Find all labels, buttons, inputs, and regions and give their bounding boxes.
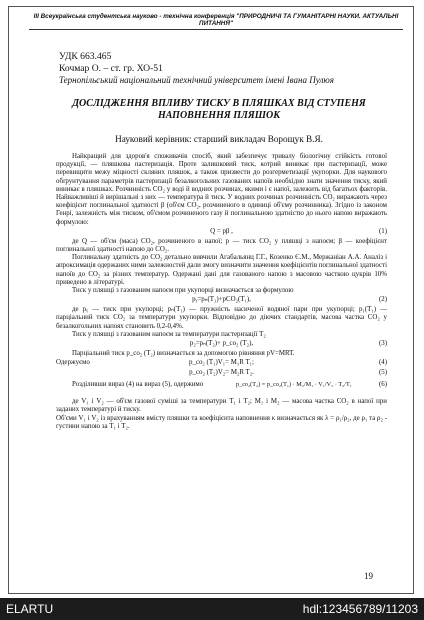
paragraph-7: Парціальний тиск p_co₂ (T₂) визначається за допомогою рівняння pV=MRT. [72,350,295,358]
equation-2-text: pᵧ=pₙ(T₁)+pCO₂(T₁), [192,296,251,304]
paragraph-6: Тиск у пляшці з газованим напоєм за температури пастеризації T₂ [72,330,266,338]
equation-2-number: (2) [378,296,387,304]
equation-1-text: Q = pβ , [210,227,233,235]
paragraph-1: Найкращий для здоров'я споживачів спосіб, який забезпечує тривалу біологічну стійкість готової продукції, — пляшкова пастеризація. Проте залишковий тиск, котрий виникає при пастеризації, може перевищити межу міцності скляних пляшок, а також призвести до розгерметизації укупорки. Для наукового обґрунтування параметрів пастеризації безалкогольних газованих напоїв необхідно знати значення тиску, який виникає в пляшках. Розчинність CO₂ у воді й водних розчинах, якими і є напої, залежить від багатьох факторів. Найважливіші й вирішальні з них — температура й тиск. У водних розчинах розчинність CO₂ виражають через коефіцієнт поглинальної здатності β (об'єм CO₂, розчиненого в одиниці об'єму розчинника). Згідно із законом Генрі, залежність між тиском, об'ємом розчиненого газу й поглинальною здатністю до нього напою виражають формулою: [56,153,387,226]
equation-6-number: (6) [378,381,387,389]
dividing-label: Розділивши вираз (4) на вираз (5), одержимо [72,381,204,389]
equation-5-number: (5) [378,369,387,377]
handle-link[interactable]: hdl:123456789/11203 [302,602,418,616]
equation-4-number: (4) [378,359,387,367]
equation-3 [56,340,387,349]
affiliation-line: Тернопільський національний технічний університет імені Івана Пулюя [59,75,334,85]
page-number: 19 [364,571,373,581]
paper-page [8,6,414,594]
paragraph-3: Поглинальну здатність до CO₂ детально вивчили Агабальянц Г.Г., Козенко Є.М., Мержанiан А.А. Аналіз і апроксимація одержаних ними залежностей дали змогу визначити значення коефіцієнтів поглинальної здатності напоїв до CO₂ за різних температур. Одержані дані для газованого напою з масовою часткою цукрів 10% приведено в літературі. [56,254,388,286]
equation-3-number: (3) [378,340,387,348]
equation-4-text: p_co₂ (T₁)V₁= M₁R T₁; [189,359,254,367]
equation-1 [56,228,387,237]
equation-5-text: p_co₂ (T₂)V₂= M₂R T₂. [189,369,254,377]
udk-code: УДК 663.465 [59,51,112,62]
repository-name: ELARTU [6,602,54,616]
supervisor-line: Науковий керівник: старший викладач Ворощук В.Я. [115,134,323,144]
viewer-footer-bar [0,598,424,620]
equation-4 [56,359,387,368]
paragraph-10: де V₁ і V₂ — об'єм газової суміші за температури T₁ і T₂; M₁ і M₂ — масова частка CO₂ в напої при заданих температурі й тиску. [56,398,387,414]
paragraph-11: Об'єми V₁ і V₂ із врахуванням вмісту пляшки та коефіцієнта наповнення κ визначається як λ = ρ₁/ρ₂, де ρ₁ та ρ₂ - густини напою за T₁ і T₂. [56,414,387,430]
equation-5 [56,369,387,378]
equation-3-text: p₂=pₙ(T₂)+ p_co₂ (T₂), [189,340,254,348]
obtain-label: Одержуємо [56,359,90,367]
equation-2 [56,296,387,305]
paragraph-5: де pᵧ — тиск при укупорці; pₙ(T₁) — пружність насиченої водяної пари при укупорці; p₁(T₁) — парціальний тиск CO₂ за температури укупорки. Відповідно до діючих стандартів, масова частка CO₂ у безалкогольних напоях становить 0,2-0,4%. [56,306,387,330]
paragraph-2: де Q — об'єм (маса) CO₂, розчиненого в напої; p — тиск CO₂ у пляшці з напоєм; β — коефіцієнт поглинальної здатності напою до CO₂. [56,237,387,254]
paragraph-4: Тиск у пляшці з газованим напоєм при укупорці визначається за формулою [72,287,294,295]
equation-6 [56,379,387,397]
conference-header: III Всеукраїнська студентська науково - технічна конференція "ПРИРОДНИЧІ ТА ГУМАНІТАРНІ НАУКИ. АКТУАЛЬНІ ПИТАННЯ" [33,13,399,28]
equation-6-text: p_co₂(T₂) = p_co₂(T₁) · M₂/M₁ · V₁/V₂ · T₂/T₁ [236,381,352,389]
paper-body [56,153,387,431]
header-rule [29,29,403,30]
paper-title: ДОСЛІДЖЕННЯ ВПЛИВУ ТИСКУ В ПЛЯШКАХ ВІД СТУПЕНЯ НАПОВНЕННЯ ПЛЯШОК [72,98,366,121]
author-line: Кочмар О. – ст. гр. ХО-51 [59,63,163,74]
equation-1-number: (1) [378,227,387,235]
